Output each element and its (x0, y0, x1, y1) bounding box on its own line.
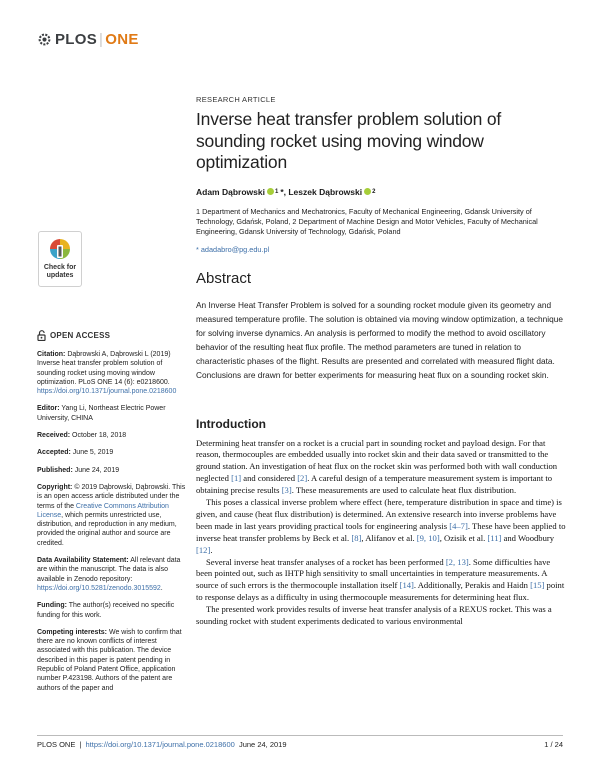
funding-block: Funding: The author(s) received no specific funding for this work. (37, 602, 175, 619)
data-availability-block: Data Availability Statement: All relevant data are within the manuscript. The data is also available in Zenodo repository: https://doi.org/10.5281/zenodo.3015592. (37, 557, 181, 592)
article-info-sidebar (37, 330, 187, 701)
intro-paragraph-2: This poses a classical inverse problem where effect (here, temperature distribution in space and time) is given, and cause (heat flux distribution) is determined. An extensive research into inverse problems have been made in last years providing practical tools for engineering analysis [4–7]. These have been applied to inverse heat transfer problems by Beck et al. [8], Alifanov et al. [9, 10], Ozisik et al. [11] and Woodbury [12]. (196, 497, 566, 555)
author-affil-sup-2: 2 (372, 188, 376, 195)
footer-citation (37, 740, 289, 749)
ref-link[interactable]: [9, 10] (416, 532, 440, 543)
article-main (196, 95, 566, 628)
orcid-icon[interactable] (364, 188, 371, 195)
author-name-2[interactable]: Leszek Dąbrowski (288, 186, 363, 197)
check-for-updates-badge[interactable] (38, 231, 82, 287)
copyright-block: Copyright: © 2019 Dąbrowski, Dąbrowski. This is an open access article distributed under the terms of the Creative Commons Attribution License, which permits unrestricted use, distribution, and reproduction in any medium, provided the original author and source are credited. (37, 483, 186, 547)
author-name-1[interactable]: Adam Dąbrowski (196, 186, 265, 197)
intro-paragraph-3: Several inverse heat transfer analyses of a rocket has been performed [2, 13]. Some difficulties have been pointed out, such as IHTP high sensitivity to small uncertainties in temperature measurements. A source of such errors is the thermocouple installation itself [14]. Additionally, Perakis and Haidn [15] point to response delays as a difficulty in using thermocouple measurements for determining heat flux. (196, 556, 565, 603)
author-list (196, 187, 566, 197)
ref-link[interactable]: [11] (487, 532, 502, 543)
intro-paragraph-1: Determining heat transfer on a rocket is a crucial part in sounding rocket and payload design. For that reason, thermocouples are embedded usually into rocket skin and their data saved or transmitted to the ground station. An investigation of heat flux on the rocket skin was performed both with wall conduction neglected [1] and considered [2]. A careful design of a temperature measurement system is important to obtaining precise results [3]. These measurements are used to calculate heat flux distribution. (196, 437, 558, 496)
ref-link[interactable]: [8] (351, 532, 362, 543)
article-type-label: RESEARCH ARTICLE (196, 95, 276, 104)
open-access-label: OPEN ACCESS (37, 330, 187, 341)
ref-link[interactable]: [3] (281, 485, 292, 496)
ref-link[interactable]: [1] (231, 473, 242, 484)
zenodo-link[interactable]: https://doi.org/10.5281/zenodo.3015592 (37, 584, 161, 592)
editor-block: Editor: Yang Li, Northeast Electric Power University, CHINA (37, 405, 166, 422)
ref-link[interactable]: [14] (399, 580, 414, 591)
footer-journal: PLOS ONE (37, 740, 76, 749)
accepted-block: Accepted: June 5, 2019 (37, 449, 114, 457)
plos-gear-icon (37, 32, 52, 47)
introduction-body (196, 438, 566, 629)
citation-doi-link[interactable]: https://doi.org/10.1371/journal.pone.0218600 (37, 388, 177, 396)
logo-plos-text: PLOS (55, 31, 98, 48)
footer-separator: | (79, 740, 82, 749)
introduction-heading: Introduction (196, 416, 266, 431)
ref-link[interactable]: [15] (530, 580, 545, 591)
competing-interests-block: Competing interests: We wish to confirm that there are no known conflicts of interest associated with this publication. The device described in this paper is patent pending in Republic of Poland Patent Office, application number P.423198. Authors of the patent are authors of the paper and (37, 628, 182, 692)
page-footer (37, 735, 563, 749)
published-block: Published: June 24, 2019 (37, 466, 120, 474)
orcid-icon[interactable] (267, 188, 274, 195)
article-title: Inverse heat transfer problem solution of sounding rocket using moving window optimization (196, 109, 502, 172)
citation-block: Citation: Dąbrowski A, Dąbrowski L (2019) Inverse heat transfer problem solution of sounding rocket using moving window optimization. PLoS ONE 14 (6): e0218600. https://doi.org/10.1371/journal.pone.0218600 (37, 351, 177, 396)
footer-date: June 24, 2019 (238, 740, 287, 749)
intro-paragraph-4: The presented work provides results of inverse heat transfer analysis of a REXUS rocket. This was a sounding rocket with student experiments dedicated to various environmental (196, 604, 552, 627)
ref-link[interactable]: [2, 13] (445, 556, 469, 567)
crossmark-icon (48, 237, 72, 263)
check-updates-line2: updates (46, 272, 74, 279)
cc-license-link[interactable]: Creative Commons Attribution License (37, 502, 169, 519)
received-block: Received: October 18, 2018 (37, 432, 127, 440)
ref-link[interactable]: [2] (297, 473, 308, 484)
ref-link[interactable]: [4–7] (449, 520, 468, 531)
affiliations: 1 Department of Mechanics and Mechatronics, Faculty of Mechanical Engineering, Gdansk University of Technology, Gdańsk, Poland, 2 Department of Machine Design and Motor Vehicles, Faculty of Mechanical Engineering, Gdansk University of Technology, Gdańsk, Poland (196, 206, 538, 236)
logo-one-text: ONE (105, 31, 139, 48)
check-updates-line1: Check for (43, 264, 77, 271)
corresponding-mark: *, (280, 186, 286, 197)
open-lock-icon (37, 330, 46, 341)
page-number: 1 / 24 (544, 740, 563, 749)
logo-divider: | (99, 31, 104, 48)
corresponding-email[interactable]: * adadabro@pg.edu.pl (196, 244, 270, 254)
abstract-heading: Abstract (196, 269, 252, 287)
author-affil-sup-1: 1 (274, 188, 279, 195)
footer-doi-link[interactable]: https://doi.org/10.1371/journal.pone.0218600 (85, 740, 235, 749)
abstract-text: An Inverse Heat Transfer Problem is solved for a sounding rocket module given its geometry and measured temperature profile. The solution is obtained via moving window optimization, a technique for solving inverse dynamics. An analysis is performed to modify the method to avoid oscillatory behavior of the resulting heat flux profile. The method parameters are tuned in relation to characteristic phases of the flight. Results are presented and correlated with measured flight data. Conclusions are drawn for better experiments for measuring heat flux on a sounding rocket skin. (196, 299, 563, 380)
plos-one-logo[interactable] (37, 31, 139, 48)
ref-link[interactable]: [12] (196, 544, 211, 555)
